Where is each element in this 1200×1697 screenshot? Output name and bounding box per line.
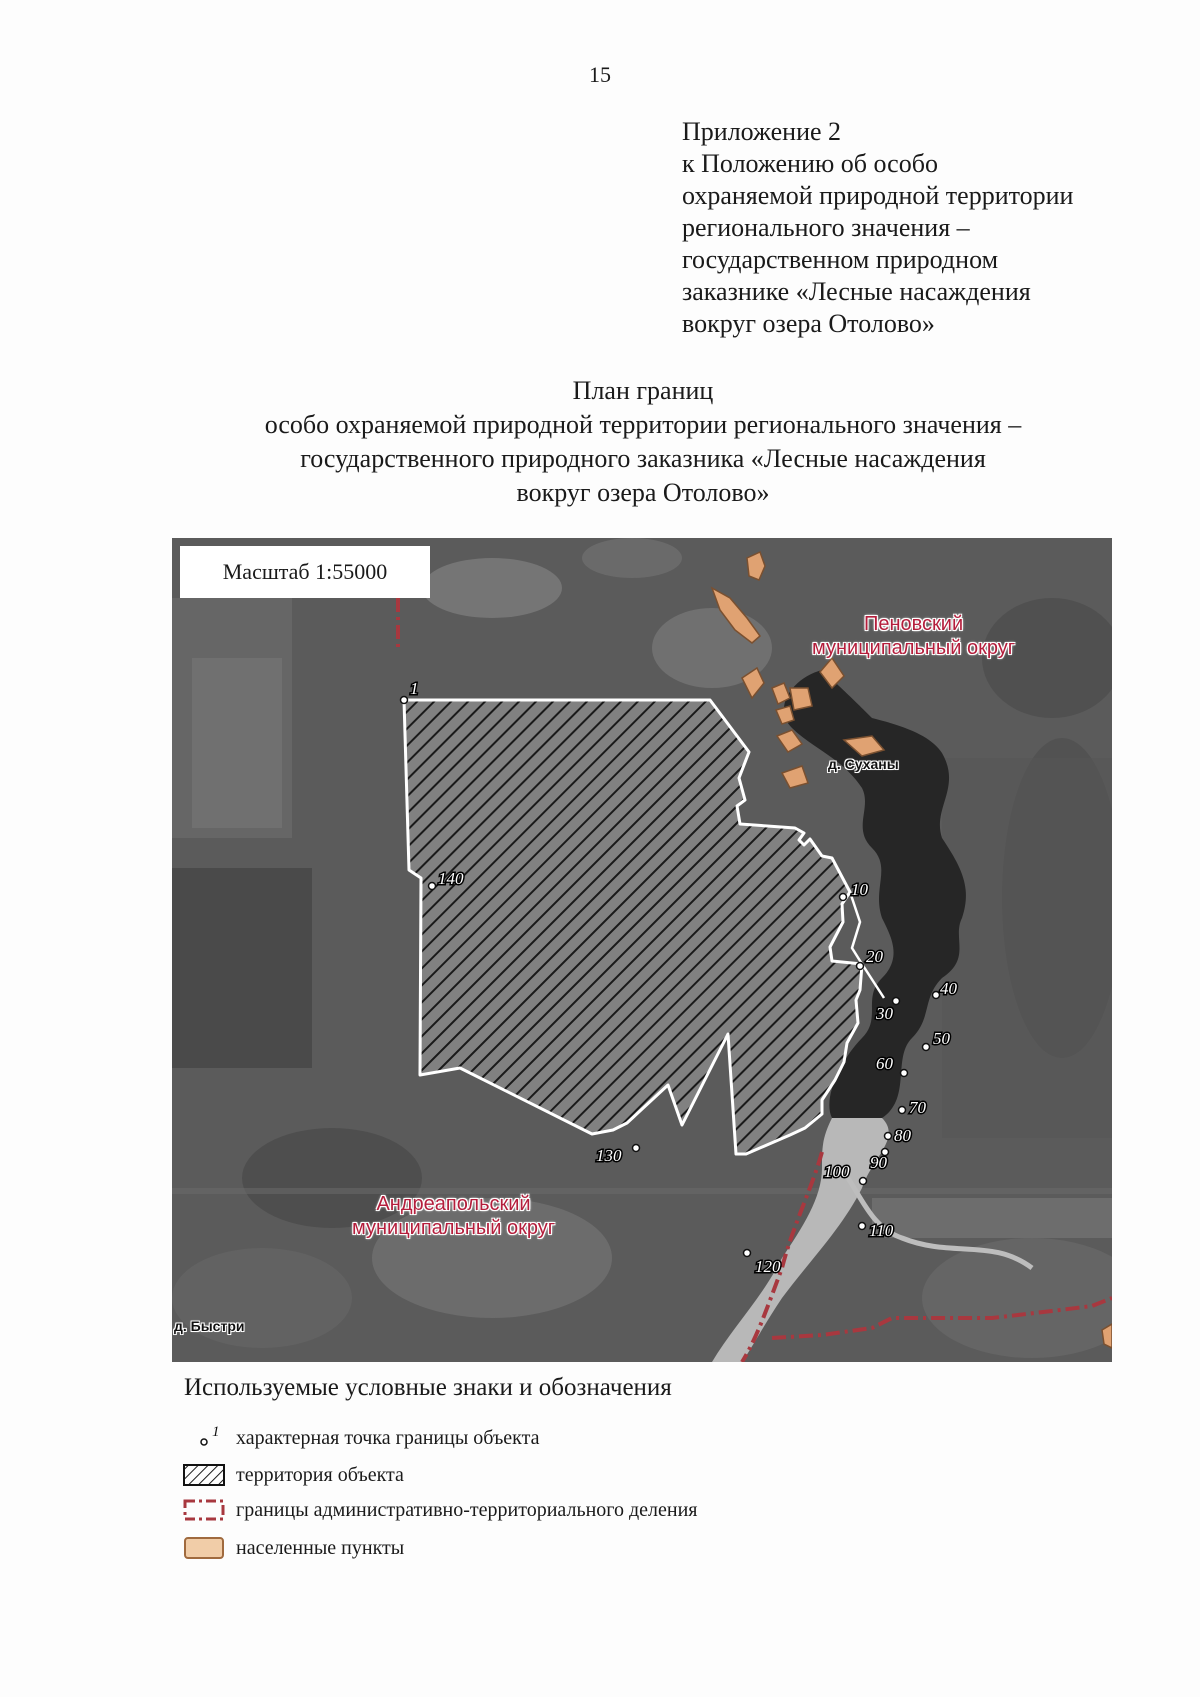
legend-text: характерная точка границы объекта bbox=[236, 1426, 540, 1449]
boundary-point-icon bbox=[182, 1424, 226, 1452]
admin-border-icon bbox=[182, 1496, 226, 1524]
legend-title: Используемые условные знаки и обозначения bbox=[184, 1374, 672, 1401]
point-label: 10 bbox=[851, 880, 868, 899]
boundary-point bbox=[429, 883, 436, 890]
appendix-line: Приложение 2 bbox=[682, 117, 842, 146]
point-label: 20 bbox=[866, 947, 883, 966]
village-label-sukhany: д. Суханы bbox=[828, 756, 899, 772]
boundary-point bbox=[744, 1250, 751, 1257]
settlement-icon bbox=[182, 1534, 226, 1562]
region-label-line: Андреапольский bbox=[376, 1193, 531, 1215]
point-label: 30 bbox=[876, 1004, 893, 1023]
point-label: 110 bbox=[869, 1221, 894, 1240]
appendix-note bbox=[682, 116, 1152, 340]
point-label: 90 bbox=[870, 1153, 887, 1172]
appendix-line: государственном природном bbox=[682, 245, 999, 274]
plan-title-line: особо охраняемой природной территории регионального значения – bbox=[264, 410, 1022, 439]
page-number: 15 bbox=[589, 62, 611, 87]
point-label: 120 bbox=[755, 1257, 781, 1276]
hatched-territory-icon bbox=[182, 1461, 226, 1489]
legend-item bbox=[182, 1424, 540, 1452]
legend-item bbox=[182, 1534, 404, 1562]
boundary-point bbox=[901, 1070, 908, 1077]
plan-title-line: государственного природного заказника «Лесные насаждения bbox=[300, 444, 986, 473]
boundary-point bbox=[401, 697, 408, 704]
region-label-line: муниципальный округ bbox=[352, 1217, 556, 1239]
point-label: 100 bbox=[824, 1162, 850, 1181]
boundary-point bbox=[860, 1178, 867, 1185]
point-label: 80 bbox=[894, 1126, 911, 1145]
legend-text: границы административно-территориального деления bbox=[236, 1498, 698, 1521]
village-label-bystri: д. Быстри bbox=[174, 1318, 245, 1334]
point-label: 40 bbox=[940, 979, 957, 998]
point-label: 140 bbox=[438, 869, 464, 888]
plan-title bbox=[0, 374, 1200, 510]
point-label: 70 bbox=[909, 1098, 926, 1117]
point-label: 130 bbox=[596, 1146, 622, 1165]
region-label-line: муниципальный округ bbox=[812, 637, 1016, 659]
map-scale: Масштаб 1:55000 bbox=[180, 546, 430, 598]
map bbox=[172, 538, 1112, 1362]
point-label: 1 bbox=[410, 679, 419, 698]
point-label: 50 bbox=[933, 1029, 950, 1048]
plan-title-line: План границ bbox=[572, 376, 714, 405]
appendix-line: регионального значения – bbox=[682, 213, 970, 242]
region-label-penovsky bbox=[812, 612, 1015, 660]
legend-item bbox=[182, 1461, 404, 1489]
legend-text: населенные пункты bbox=[236, 1536, 405, 1559]
plan-title-line: вокруг озера Отолово» bbox=[516, 478, 770, 507]
point-label: 60 bbox=[876, 1054, 893, 1073]
legend-point-number: 1 bbox=[212, 1424, 220, 1440]
legend-item bbox=[182, 1496, 698, 1524]
boundary-point bbox=[933, 992, 940, 999]
appendix-line: к Положению об особо bbox=[682, 149, 938, 178]
map-canvas bbox=[172, 538, 1112, 1362]
region-label-andreapolsky bbox=[352, 1192, 555, 1240]
boundary-point bbox=[840, 894, 847, 901]
appendix-line: заказнике «Лесные насаждения bbox=[682, 277, 1031, 306]
boundary-point bbox=[893, 998, 900, 1005]
boundary-point bbox=[899, 1107, 906, 1114]
boundary-point bbox=[923, 1044, 930, 1051]
appendix-line: вокруг озера Отолово» bbox=[682, 309, 935, 338]
boundary-point bbox=[857, 963, 864, 970]
appendix-line: охраняемой природной территории bbox=[682, 181, 1074, 210]
boundary-point bbox=[633, 1145, 640, 1152]
region-label-line: Пеновский bbox=[863, 613, 964, 635]
boundary-point bbox=[859, 1223, 866, 1230]
boundary-point bbox=[885, 1133, 892, 1140]
legend-text: территория объекта bbox=[236, 1463, 404, 1486]
